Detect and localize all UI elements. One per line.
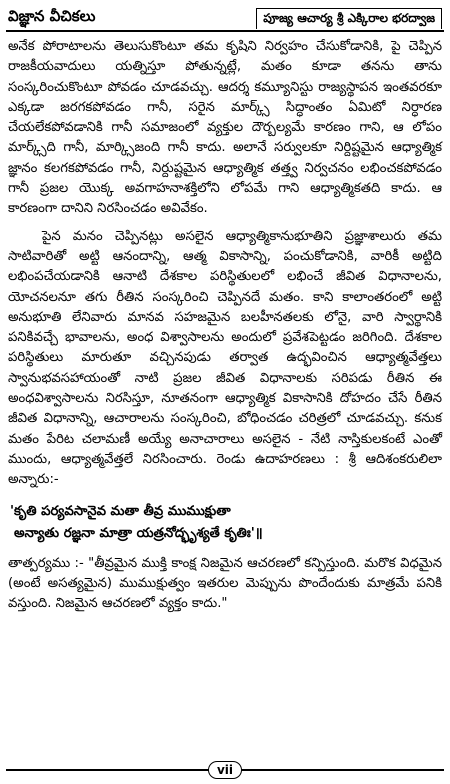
- shloka-quote: [10, 501, 442, 545]
- book-title: విజ్ఞాన వీచికలు: [8, 7, 96, 25]
- shloka-line-1: 'కృతి పర్యవసానైవ మతా తీవ్ర ముముక్షుతా: [10, 503, 231, 519]
- page-body: [8, 37, 442, 614]
- paragraph-2: పైన మనం చెప్పినట్లు అసలైన ఆధ్యాత్మికానుభూతిని ప్రజ్ఞాశాలురు తమ సాటివారితో అట్టి ఆనందాన్ని, ఆత్మ వికాసాన్ని, పంచుకోడానికి, వారికీ అట్టిది లభింపచేయడానికి ఆనాటి దేశకాల పరిస్థితులలో లభించే జీవిత విధానాలను, యోచనలనూ తగు రీతిన సంస్కరించి చెప్పినదే మతం. కాని కాలాంతరంలో అట్టి అనుభూతి లేనివారు మానవ సహజమైన బలహీనతలకు లోనై, వారి స్వార్థానికి పనికివచ్చే భావాలను, అంధ విశ్వాసాలను అందులో ప్రవేశపెట్టడం జరిగింది. దేశకాల పరిస్థితులు మారుతూ వచ్చినపుడు తర్వాత ఉద్భవించిన ఆధ్యాత్మవేత్తలు స్వానుభవసహాయంతో నాటి ప్రజల జీవిత విధానాలకు సరిపడు రీతిన ఈ అంధవిశ్వాసాలను నిరసిస్తూ, నూతనంగా ఆధ్యాత్మిక వికాసానికి దోహదం చేసే రీతిన జీవిత విధానాన్ని, ఆచారాలను సంస్కరించి, బోధించడం చరిత్రలో చూడవచ్చు. కనుక మతం పేరిట చలామణీ అయ్యే అనాచారాలు అసలైన - నేటి నాస్తికులకంటే ఎంతో ముందు, ఆధ్యాత్మవేత్తలే నిరసించారు. రెండు ఉదాహరణలు : శ్రీ ఆదిశంకరులిలా అన్నారు:-: [8, 228, 442, 488]
- shloka-line-2: అన్యాతు రజ్ఞనా మాత్రా యత్రనోద్భృశ్యతే కృతిః'॥: [14, 525, 263, 541]
- page-number: vii: [208, 761, 242, 779]
- page-number-badge: [0, 759, 450, 779]
- page-header: [6, 3, 444, 29]
- paragraph-1: అనేక పోరాటాలను తెలుసుకొంటూ తమ కృషిని నిర్వహం చేసుకోడానికి, పై చెప్పిన రాజకీయవాదులు యత్నిస్తూ పోతున్నట్లే, మతం కూడా తనను తాను సంస్కరించుకొంటూ పోవడం చూడవచ్చు. ఆదర్శ కమ్యూనిస్టు రాజ్యస్థాపన ఇంతవరకూ ఎక్కడా జరగకపోవడం గానీ, సరైన మార్క్స్ సిద్ధాంతం ఏమిటో నిర్ధారణ చేయలేకపోవడానికి గానీ సమాజంలో వ్యక్తుల దౌర్బల్యమే కారణం గాని, ఆ లోపం మార్క్స్‌ది గానీ, మార్క్సిజంది గానీ కాదు. అలానే సర్వులకూ నిర్దిష్టమైన ఆధ్యాత్మిక జ్ఞానం కలగకపోవడం గానీ, నిర్దుష్టమైన ఆధ్యాత్మిక తత్త్వ నిర్వచనం లభించకపోవడం గానీ ప్రజల యొక్క అవగాహనాశక్తిలోని లోపమే గాని ఆధ్యాత్మికతది కాదు. ఆ కారణంగా దానిని నిరసించడం అవివేకం.: [8, 39, 442, 217]
- header-rule: [6, 30, 444, 32]
- meaning-paragraph: తాత్పర్యము :- "తీవ్రమైన ముక్తి కాంక్ష నిజమైన ఆచరణలో కన్పిస్తుంది. మరొక విధమైన (అంటే అసత్యమైన) ముముక్షుత్వం ఇతరుల మెప్పును పొందేందుకు మాత్రమే పనికి వస్తుంది. నిజమైన ఆచరణలో వ్యక్తం కాదు.": [8, 555, 442, 612]
- author-name: పూజ్య ఆచార్య శ్రీ ఎక్కిరాల భరద్వాజ: [256, 8, 442, 29]
